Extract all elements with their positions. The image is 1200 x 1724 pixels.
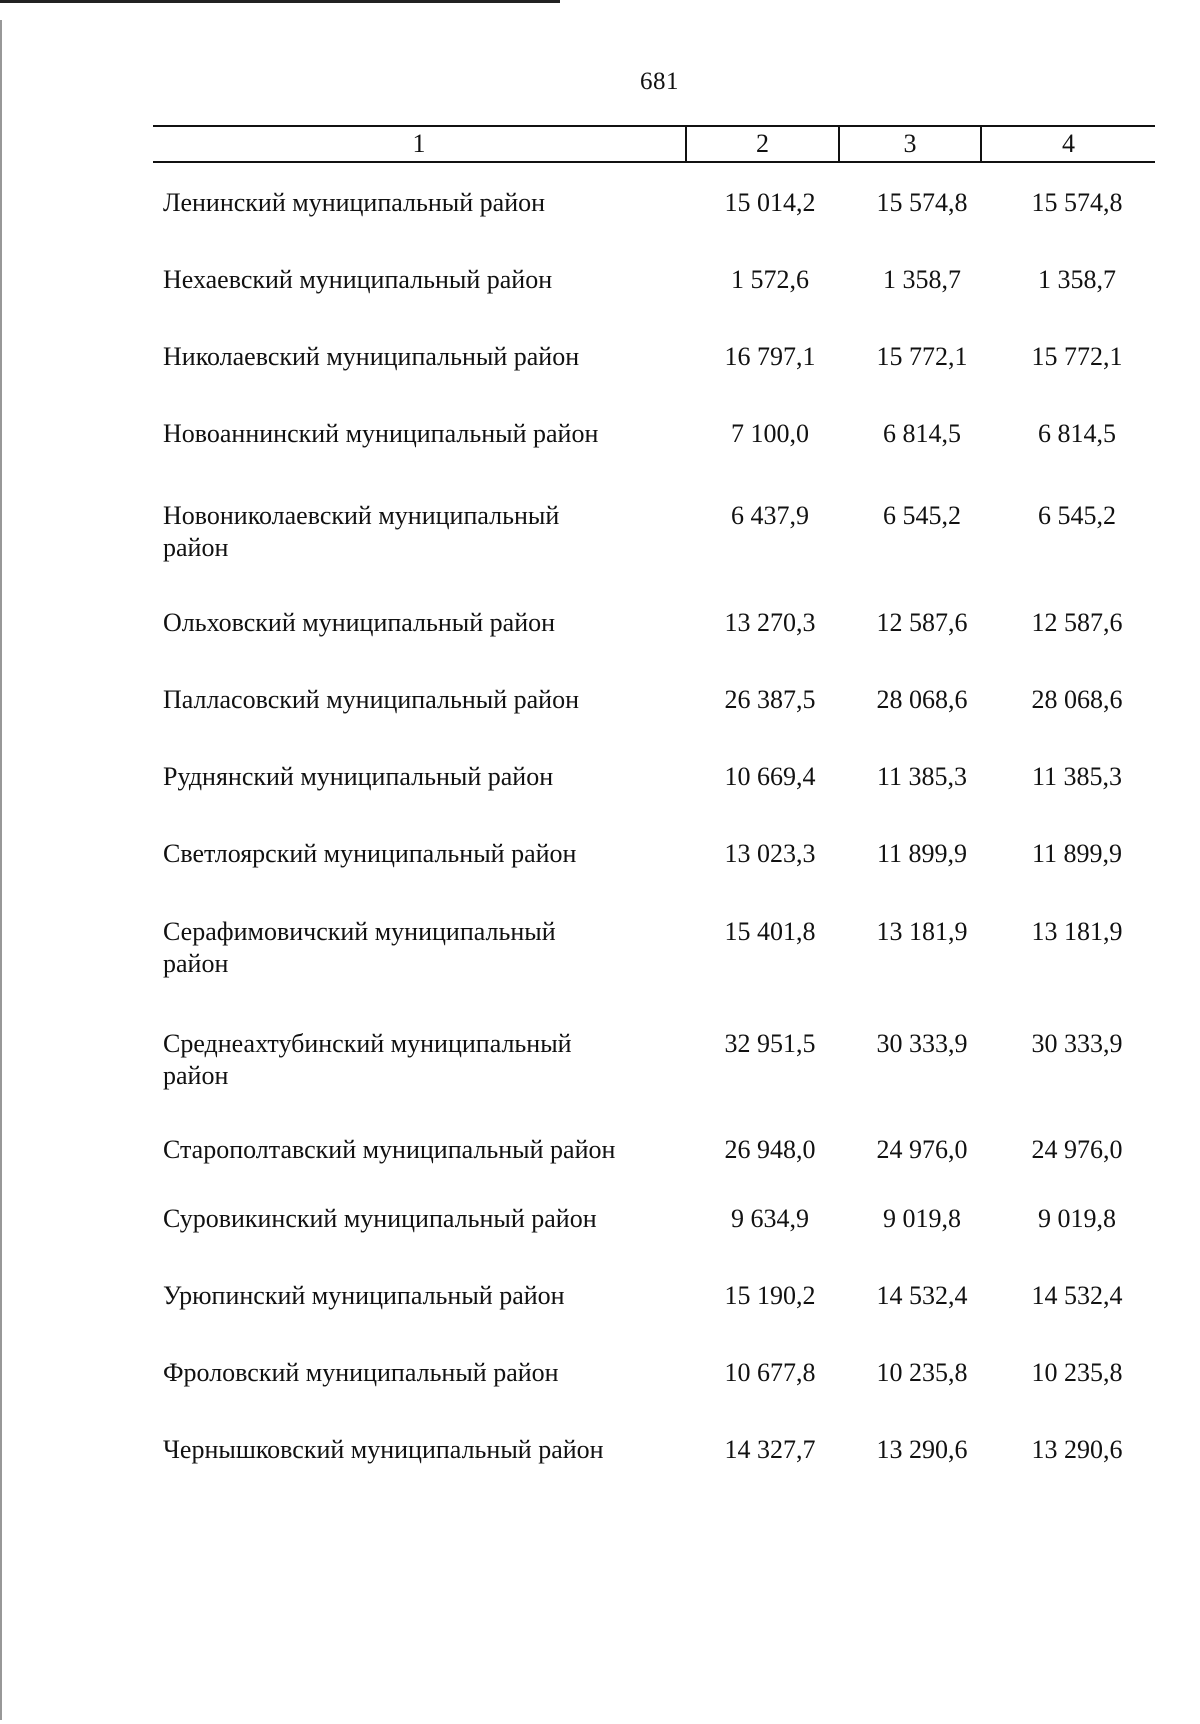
value-col-4: 6 545,2 [1038, 501, 1116, 530]
district-name: Суровикинский муниципальный район [163, 1204, 597, 1233]
table-row [163, 264, 1157, 296]
district-name: Нехаевский муниципальный район [163, 265, 553, 294]
district-name: Ленинский муниципальный район [163, 188, 546, 217]
district-name: Урюпинский муниципальный район [163, 1281, 565, 1310]
value-col-4: 11 899,9 [1031, 839, 1123, 868]
value-col-4: 13 290,6 [1031, 1435, 1123, 1464]
value-col-4: 15 772,1 [1031, 342, 1123, 371]
value-col-3: 13 181,9 [876, 917, 968, 946]
scan-edge-left [0, 20, 2, 1720]
value-col-3: 11 385,3 [876, 762, 968, 791]
table-row [163, 607, 1157, 639]
value-col-3: 15 574,8 [876, 188, 968, 217]
value-col-2: 15 014,2 [724, 188, 816, 217]
district-name: Чернышковский муниципальный район [163, 1435, 604, 1464]
value-col-2: 13 023,3 [724, 839, 816, 868]
table-row [163, 1357, 1157, 1389]
value-col-4: 9 019,8 [1038, 1204, 1116, 1233]
value-col-2: 26 948,0 [724, 1135, 816, 1164]
value-col-4: 30 333,9 [1031, 1029, 1123, 1058]
value-col-3: 11 899,9 [876, 839, 968, 868]
value-col-3: 9 019,8 [883, 1204, 961, 1233]
district-name: Светлоярский муниципальный район [163, 839, 577, 868]
value-col-2: 10 677,8 [724, 1358, 816, 1387]
value-col-4: 13 181,9 [1031, 917, 1123, 946]
district-name: Старополтавский муниципальный район [163, 1135, 616, 1164]
value-col-3: 28 068,6 [876, 685, 968, 714]
table-row [163, 500, 1157, 564]
district-name: Николаевский муниципальный район [163, 342, 580, 371]
column-header-4: 4 [980, 127, 1155, 161]
value-col-3: 6 545,2 [883, 501, 961, 530]
value-col-2: 6 437,9 [731, 501, 809, 530]
table-row [163, 418, 1157, 450]
value-col-2: 9 634,9 [731, 1204, 809, 1233]
value-col-4: 14 532,4 [1031, 1281, 1123, 1310]
value-col-2: 15 190,2 [724, 1281, 816, 1310]
district-name: Руднянский муниципальный район [163, 762, 554, 791]
value-col-3: 30 333,9 [876, 1029, 968, 1058]
table-row [163, 838, 1157, 870]
table-row [163, 1134, 1157, 1166]
value-col-2: 1 572,6 [731, 265, 809, 294]
value-col-2: 13 270,3 [724, 608, 816, 637]
table-header-bottom-rule [153, 161, 1155, 163]
value-col-4: 24 976,0 [1031, 1135, 1123, 1164]
value-col-2: 16 797,1 [724, 342, 816, 371]
table-row [163, 684, 1157, 716]
value-col-4: 28 068,6 [1031, 685, 1123, 714]
table-row [163, 761, 1157, 793]
value-col-2: 14 327,7 [724, 1435, 816, 1464]
column-header-1: 1 [412, 129, 426, 158]
value-col-4: 1 358,7 [1038, 265, 1116, 294]
district-name: Фроловский муниципальный район [163, 1358, 559, 1387]
value-col-3: 24 976,0 [876, 1135, 968, 1164]
table-row [163, 1280, 1157, 1312]
value-col-4: 15 574,8 [1031, 188, 1123, 217]
table-row [163, 341, 1157, 373]
table-row [163, 1434, 1157, 1466]
value-col-2: 32 951,5 [724, 1029, 816, 1058]
scan-edge-top [0, 0, 560, 3]
value-col-4: 11 385,3 [1031, 762, 1123, 791]
value-col-3: 10 235,8 [876, 1358, 968, 1387]
value-col-2: 10 669,4 [724, 762, 816, 791]
value-col-3: 6 814,5 [883, 419, 961, 448]
value-col-3: 1 358,7 [883, 265, 961, 294]
value-col-2: 15 401,8 [724, 917, 816, 946]
value-col-2: 7 100,0 [731, 419, 809, 448]
table-row [163, 187, 1157, 219]
value-col-4: 10 235,8 [1031, 1358, 1123, 1387]
value-col-3: 12 587,6 [876, 608, 968, 637]
table-row [163, 1203, 1157, 1235]
value-col-4: 12 587,6 [1031, 608, 1123, 637]
district-name: Новониколаевский муниципальный район [163, 501, 560, 562]
district-name: Серафимовичский муниципальный район [163, 917, 556, 978]
value-col-3: 15 772,1 [876, 342, 968, 371]
column-header-3: 3 [838, 127, 980, 161]
value-col-2: 26 387,5 [724, 685, 816, 714]
page-number: 681 [640, 68, 679, 95]
column-header-2: 2 [685, 127, 838, 161]
table-row [163, 1028, 1157, 1092]
district-name: Новоаннинский муниципальный район [163, 419, 599, 448]
district-name: Ольховский муниципальный район [163, 608, 556, 637]
value-col-3: 14 532,4 [876, 1281, 968, 1310]
value-col-3: 13 290,6 [876, 1435, 968, 1464]
table-row [163, 916, 1157, 980]
value-col-4: 6 814,5 [1038, 419, 1116, 448]
district-name: Среднеахтубинский муниципальный район [163, 1029, 572, 1090]
district-name: Палласовский муниципальный район [163, 685, 579, 714]
table-header [153, 127, 1155, 161]
